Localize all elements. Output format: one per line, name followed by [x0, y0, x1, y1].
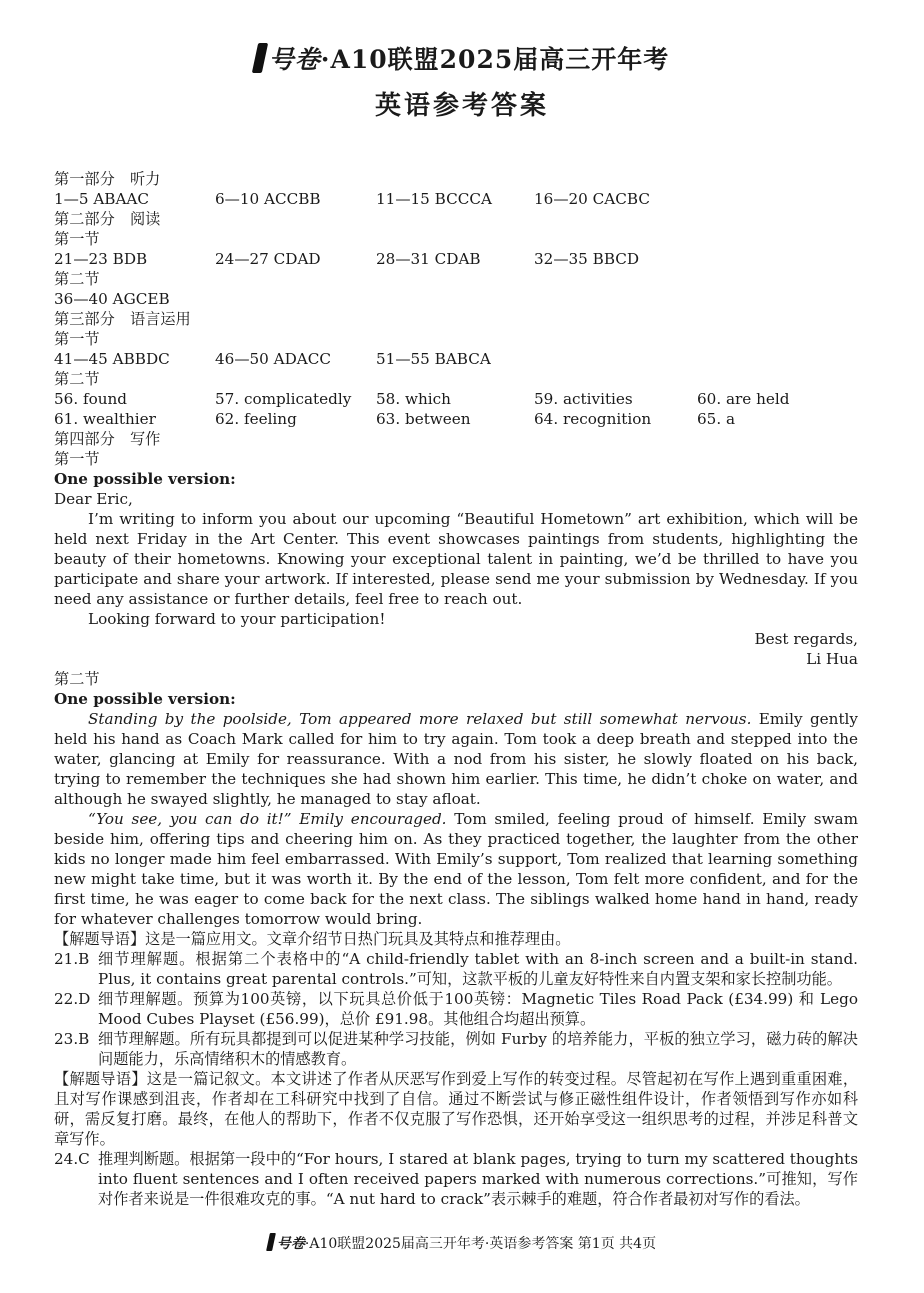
section-label: 第二节	[54, 270, 100, 288]
part1-heading: 第一部分 听力	[54, 170, 161, 188]
letter-paragraph: I’m writing to inform you about our upcoming “Beautiful Hometown” art exhibition, which will be held next Friday in the Art Center. This event showcases paintings from students, highlighting the beauty of their hometowns. Knowing your exceptional talent in painting, we’d be thrilled to have you participate and share your artwork. If interested, please send me your submission by Wednesday. If you need any assistance or further details, feel free to reach out.	[54, 510, 858, 608]
page-footer	[0, 1233, 924, 1255]
part1-answers	[54, 189, 858, 209]
answer-group: 41—45 ABBDC	[54, 350, 170, 368]
question-answer: 21.B	[54, 950, 90, 968]
answer-content	[54, 169, 858, 1209]
explanation-text: 推理判断题。根据第一段中的“For hours, I stared at blank pages, trying to turn my scattered thoughts into fluent sentences and I often received papers marked with numerous corrections.”可推知，写作对作者来说是一件很难攻克的事。“A nut hard to crack”表示棘手的难题，符合作者最初对写作的看法。	[98, 1150, 858, 1208]
brand-logo-text: 号卷	[268, 45, 321, 74]
fill-answer: 65. a	[697, 410, 736, 428]
version-label: One possible version:	[54, 690, 236, 708]
fill-answer: 60. are held	[697, 390, 790, 408]
version-label: One possible version:	[54, 470, 236, 488]
story-given-opening: “You see, you can do it!” Emily encouraged.	[88, 810, 447, 828]
story-given-opening: Standing by the poolside, Tom appeared more relaxed but still somewhat nervous.	[88, 710, 752, 728]
question-answer: 23.B	[54, 1030, 90, 1048]
explanation-item	[54, 1029, 858, 1069]
part2-heading: 第二部分 阅读	[54, 210, 161, 228]
fill-answer: 64. recognition	[534, 410, 652, 428]
explanation-text: 细节理解题。根据第二个表格中的“A child-friendly tablet with an 8-inch screen and a built-in stand. Plus, it contains great parental controls.”可知，这款平板的儿童友好特性来自内置支架和家长控制功能。	[98, 950, 858, 988]
answer-group: 36—40 AGCEB	[54, 290, 170, 308]
answer-group: 16—20 CACBC	[534, 190, 650, 208]
document-title: 英语参考答案	[374, 91, 549, 121]
story-paragraph	[54, 709, 858, 809]
footer-text: ·A10联盟2025届高三开年考·英语参考答案 第1页 共4页	[304, 1236, 657, 1252]
answer-group: 24—27 CDAD	[215, 250, 321, 268]
answer-group: 32—35 BBCD	[534, 250, 640, 268]
answer-group: 46—50 ADACC	[215, 350, 332, 368]
part3-sec2-row1	[54, 389, 858, 409]
question-answer: 24.C	[54, 1150, 90, 1168]
section-label: 第一节	[54, 450, 100, 468]
section-label: 第一节	[54, 330, 100, 348]
story-paragraph	[54, 809, 858, 929]
letter-greeting: Dear Eric,	[54, 490, 133, 508]
part2-sec2-answers	[54, 289, 858, 309]
answer-group: 11—15 BCCCA	[376, 190, 492, 208]
section-label: 第二节	[54, 370, 100, 388]
story-continuation: Tom smiled, feeling proud of himself. Emily swam beside him, offering tips and cheering him on. As they practiced together, the laughter from the other kids no longer made him feel embarrassed. With Emily’s support, Tom realized that learning something new might take time, but it was worth it. By the end of the lesson, Tom felt more confident, and for the first time, he was eager to come back for the next class. The siblings walked home hand in hand, ready for whatever challenges tomorrow would bring.	[54, 810, 858, 928]
part2-sec1-answers	[54, 249, 858, 269]
passage-guide: 【解题导语】这是一篇应用文。文章介绍节日热门玩具及其特点和推荐理由。	[54, 930, 571, 948]
fill-answer: 63. between	[376, 410, 471, 428]
fill-answer: 62. feeling	[215, 410, 297, 428]
answer-group: 28—31 CDAB	[376, 250, 481, 268]
part3-sec1-answers	[54, 349, 858, 369]
story-continuation: Emily gently held his hand as Coach Mark called for him to try again. Tom took a deep breath and stepped into the water, glancing at Emily for reassurance. With a nod from his sister, he slowly floated on his back, trying to remember the techniques she had shown him earlier. This time, he didn’t choke on water, and although he swayed slightly, he managed to stay afloat.	[54, 710, 858, 808]
fill-answer: 57. complicatedly	[215, 390, 352, 408]
fill-answer: 59. activities	[534, 390, 633, 408]
part3-heading: 第三部分 语言运用	[54, 310, 191, 328]
fill-answer: 61. wealthier	[54, 410, 156, 428]
answer-group: 1—5 ABAAC	[54, 190, 150, 208]
brand-logo-icon	[266, 1233, 276, 1251]
letter-closing: Best regards,	[754, 630, 858, 648]
letter-paragraph: Looking forward to your participation!	[88, 610, 386, 628]
explanation-item	[54, 1149, 858, 1209]
letter-signature: Li Hua	[806, 650, 858, 668]
exam-title: ·A10联盟2025届高三开年考	[320, 45, 670, 74]
explanation-item	[54, 949, 858, 989]
answer-group: 21—23 BDB	[54, 250, 148, 268]
footer-logo-text: 号卷	[276, 1236, 305, 1252]
fill-answer: 56. found	[54, 390, 128, 408]
explanation-text: 细节理解题。所有玩具都提到可以促进某种学习技能，例如 Furby 的培养能力，平板的独立学习，磁力砖的解决问题能力，乐高情绪积木的情感教育。	[98, 1030, 858, 1068]
question-answer: 22.D	[54, 990, 91, 1008]
passage-guide: 【解题导语】这是一篇记叙文。本文讲述了作者从厌恶写作到爱上写作的转变过程。尽管起初在写作上遇到重重困难，且对写作课感到沮丧，作者却在工科研究中找到了自信。通过不断尝试与修正磁性组件设计，作者领悟到写作亦如科研，需反复打磨。最终，在他人的帮助下，作者不仅克服了写作恐惧，还开始享受这一组织思考的过程，并涉足科普文章写作。	[54, 1070, 858, 1148]
main-title	[0, 42, 924, 78]
explanation-item	[54, 989, 858, 1029]
brand-logo-icon	[252, 43, 268, 73]
answer-group: 6—10 ACCBB	[215, 190, 321, 208]
part4-heading: 第四部分 写作	[54, 430, 161, 448]
fill-answer: 58. which	[376, 390, 451, 408]
section-label: 第二节	[54, 670, 100, 688]
answer-group: 51—55 BABCA	[376, 350, 491, 368]
explanation-text: 细节理解题。预算为100英镑，以下玩具总价低于100英镑：Magnetic Tiles Road Pack (£34.99) 和 Lego Mood Cubes Playset (£56.99)，总价 £91.98。其他组合均超出预算。	[98, 990, 858, 1028]
page-header	[0, 42, 924, 126]
section-label: 第一节	[54, 230, 100, 248]
part3-sec2-row2	[54, 409, 858, 429]
